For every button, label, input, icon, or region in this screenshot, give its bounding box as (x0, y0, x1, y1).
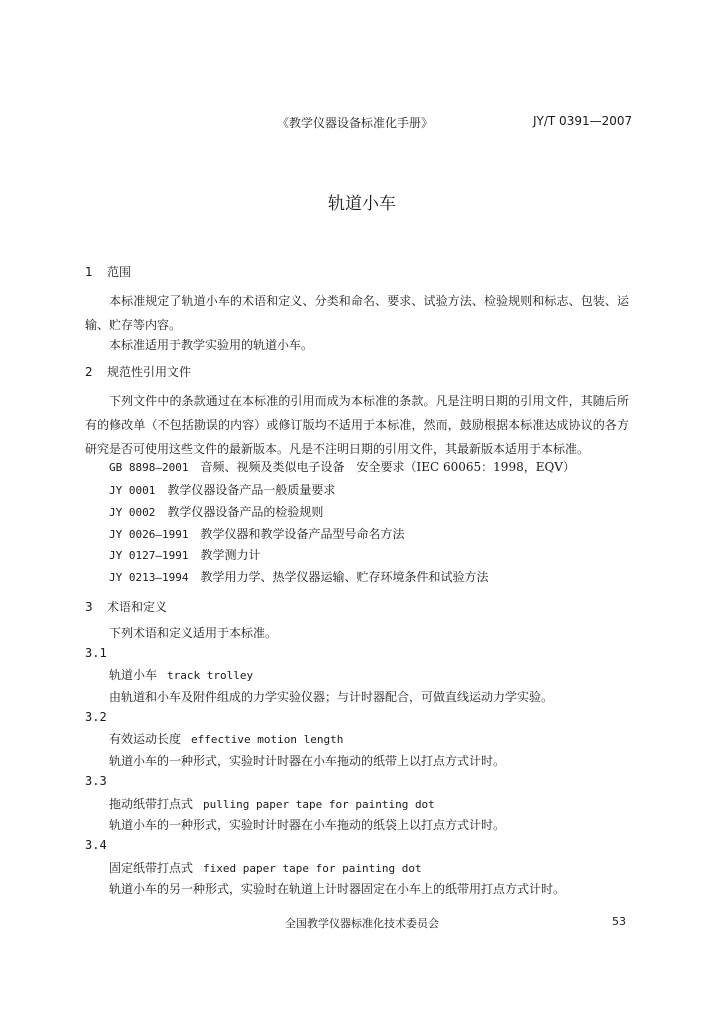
term-heading (109, 795, 435, 812)
section-heading-terms-definitions (85, 598, 167, 615)
term-number: 3.4 (85, 838, 107, 852)
reference-item (109, 525, 405, 542)
term-number: 3.2 (85, 710, 107, 724)
reference-item (109, 503, 323, 520)
term-english: track trolley (167, 669, 254, 682)
section-number: 2 (85, 365, 93, 379)
term-definition: 轨道小车的一种形式，实验时计时器在小车拖动的纸带上以打点方式计时。 (109, 754, 506, 768)
reference-title: 教学仪器和教学设备产品型号命名方法 (200, 527, 405, 541)
term-english: effective motion length (191, 733, 344, 746)
term-chinese: 固定纸带打点式 (109, 861, 194, 875)
reference-code: JY 0001 (109, 484, 156, 497)
reference-code: JY 0002 (109, 506, 156, 519)
term-heading (109, 730, 343, 747)
term-number: 3.1 (85, 646, 107, 660)
reference-item (109, 458, 575, 475)
reference-code: JY 0026—1991 (109, 528, 189, 541)
term-chinese: 有效运动长度 (109, 732, 182, 746)
paragraph: 下列文件中的条款通过在本标准的引用而成为本标准的条款。凡是注明日期的引用文件，其随后所有的修改单（不包括勘误的内容）或修订版均不适用于本标准，然而，鼓励根据本标准达成协议的各方研究是否可使用这些文件的最新版本。凡是不注明日期的引用文件，其最新版本适用于本标准。 (85, 394, 629, 456)
section-number: 1 (85, 265, 93, 279)
footer-organization: 全国教学仪器标准化技术委员会 (285, 917, 439, 930)
term-chinese: 轨道小车 (109, 668, 158, 682)
header-book-title: 《教学仪器设备标准化手册》 (277, 116, 434, 130)
paragraph: 下列术语和定义适用于本标准。 (109, 626, 278, 640)
section-number: 3 (85, 600, 93, 614)
section-title: 术语和定义 (107, 600, 168, 614)
term-chinese: 拖动纸带打点式 (109, 797, 194, 811)
reference-title: 教学用力学、热学仪器运输、贮存环境条件和试验方法 (200, 570, 489, 584)
page-number: 53 (612, 915, 626, 928)
term-number: 3.3 (85, 774, 107, 788)
term-definition: 轨道小车的一种形式，实验时计时器在小车拖动的纸袋上以打点方式计时。 (109, 818, 506, 832)
reference-item (109, 481, 335, 498)
reference-item (109, 568, 489, 585)
term-definition: 由轨道和小车及附件组成的力学实验仪器；与计时器配合，可做直线运动力学实验。 (109, 690, 554, 704)
header-standard-code: JY/T 0391—2007 (533, 114, 633, 128)
term-heading (109, 859, 422, 876)
reference-title: 教学测力计 (200, 548, 261, 562)
term-english: fixed paper tape for painting dot (203, 862, 422, 875)
paragraph: 本标准规定了轨道小车的术语和定义、分类和命名、要求、试验方法、检验规则和标志、包装、运输、贮存等内容。 (85, 294, 629, 332)
reference-code: JY 0127—1991 (109, 549, 189, 562)
paragraph: 本标准适用于教学实验用的轨道小车。 (109, 338, 314, 352)
reference-title: 音频、视频及类似电子设备 安全要求（IEC 60065：1998，EQV） (200, 460, 575, 474)
term-heading (109, 666, 253, 683)
section-title: 规范性引用文件 (107, 365, 192, 379)
term-english: pulling paper tape for painting dot (203, 798, 435, 811)
reference-title: 教学仪器设备产品的检验规则 (167, 505, 324, 519)
reference-item (109, 546, 261, 563)
section-heading-scope (85, 263, 131, 280)
reference-code: GB 8898—2001 (109, 461, 189, 474)
term-definition: 轨道小车的另一种形式，实验时在轨道上计时器固定在小车上的纸带用打点方式计时。 (109, 882, 566, 896)
document-title: 轨道小车 (328, 194, 396, 214)
section-heading-normative-references (85, 363, 191, 380)
reference-title: 教学仪器设备产品一般质量要求 (167, 483, 336, 497)
reference-code: JY 0213—1994 (109, 571, 189, 584)
section-title: 范围 (107, 265, 132, 279)
